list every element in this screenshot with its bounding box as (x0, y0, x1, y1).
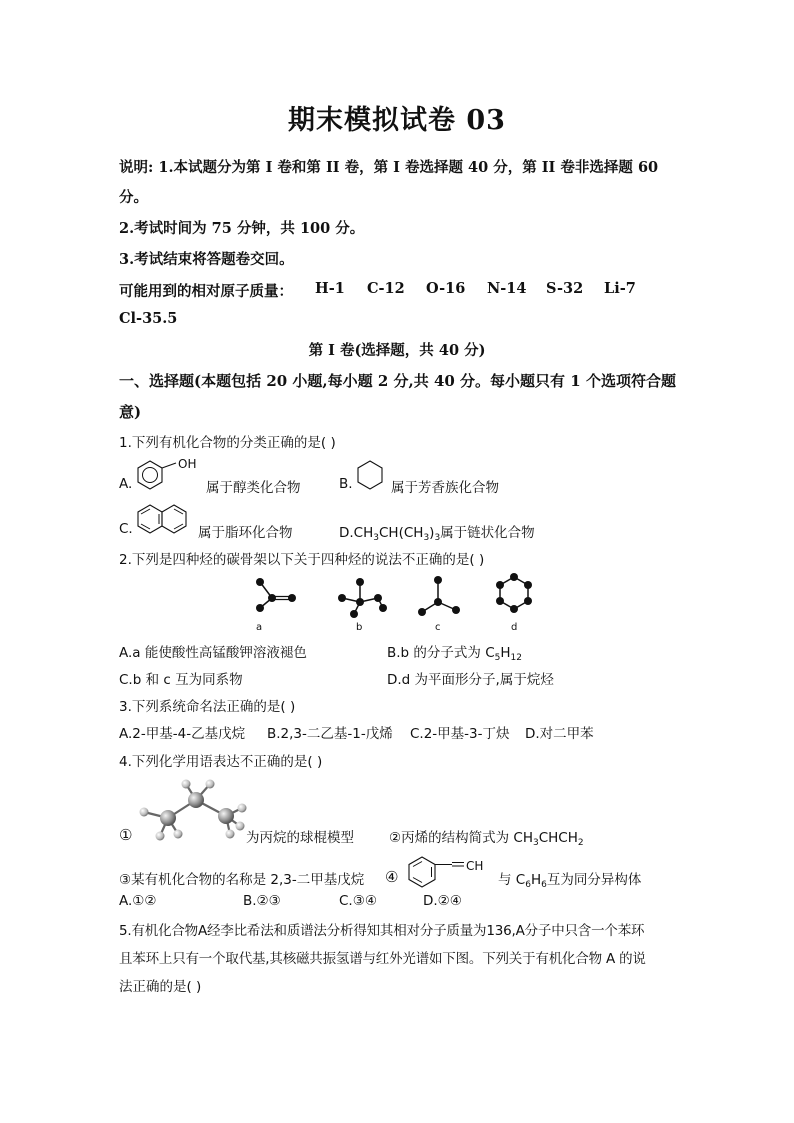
q4-statement-1-num: ① (119, 826, 133, 844)
instruction-line-1-cont: 分。 (119, 189, 148, 206)
q3-option-c: C.2-甲基-3-丁炔 (410, 726, 510, 742)
q1-option-a-label: A. (119, 476, 133, 492)
q4-statement-4-pre: 与 C (498, 872, 526, 888)
atomic-mass-s: S-32 (546, 280, 584, 297)
skeleton-label-d: d (511, 622, 518, 633)
q3-option-b: B.2,3-二乙基-1-戊烯 (267, 726, 393, 742)
atomic-mass-h: H-1 (315, 280, 345, 297)
atomic-mass-c: C-12 (367, 280, 405, 297)
q4-statement-2-sub-2: 2 (577, 838, 584, 848)
q4-statement-4-post: 互为同分异构体 (546, 872, 642, 888)
q1-option-b-label: B. (339, 476, 353, 492)
instruction-line-2: 2.考试时间为 75 分钟，共 100 分。 (119, 220, 365, 237)
q1-stem: 1.下列有机化合物的分类正确的是( ) (119, 435, 336, 451)
q4-option-c: C.③④ (339, 893, 377, 909)
q3-option-a: A.2-甲基-4-乙基戊烷 (119, 726, 246, 742)
q4-statement-2-formula: CHCH (538, 830, 578, 846)
q4-statement-4-num: ④ (385, 868, 399, 886)
q4-statement-4-sub-1: 6 (525, 880, 531, 890)
section-heading: 第 I 卷(选择题，共 40 分) (308, 342, 486, 359)
q3-option-d: D.对二甲苯 (525, 726, 594, 742)
q4-statement-3: ③某有机化合物的名称是 2,3-二甲基戊烷 (119, 872, 365, 888)
q4-statement-2 (389, 826, 584, 846)
skeleton-label-a: a (256, 622, 263, 633)
q5-stem-line-1: 5.有机化合物A经李比希法和质谱法分析得知其相对分子质量为136,A分子中只含一个苯环 (119, 923, 645, 939)
q5-stem-line-3: 法正确的是( ) (119, 979, 202, 995)
page-title: 期末模拟试卷 03 (288, 105, 506, 136)
q4-stem: 4.下列化学用语表达不正确的是( ) (119, 754, 323, 770)
part-heading-line-1: 一、选择题(本题包括 20 小题,每小题 2 分,共 40 分。每小题只有 1 个选项符合题 (119, 372, 676, 390)
instruction-line-3: 3.考试结束将答题卷交回。 (119, 251, 294, 268)
skeleton-a (256, 578, 296, 612)
part-heading-line-2: 意) (119, 403, 142, 421)
skeleton-c (418, 576, 460, 616)
q4-statement-2-text: ②丙烯的结构简式为 CH (389, 830, 533, 846)
q2-option-b-text: B.b 的分子式为 C (387, 645, 495, 661)
q2-stem: 2.下列是四种烃的碳骨架以下关于四种烃的说法不正确的是( ) (119, 552, 485, 568)
styrene-structure-icon (408, 854, 498, 890)
q1-option-d-formula-1: D.CH (339, 525, 374, 541)
cyclohexane-structure-icon (356, 457, 388, 493)
atomic-mass-o: O-16 (426, 280, 466, 297)
atomic-mass-n: N-14 (487, 280, 527, 297)
q4-statement-4-h: H (530, 872, 542, 888)
skeleton-label-b: b (356, 622, 363, 633)
q2-option-b (387, 641, 522, 661)
q2-option-b-sub-2: 12 (510, 653, 522, 663)
q1-option-b-text: 属于芳香族化合物 (391, 480, 499, 496)
propane-ball-stick-model (130, 778, 250, 842)
q2-option-d: D.d 为平面形分子,属于烷烃 (387, 672, 554, 688)
q4-statement-4-ch: CH (466, 859, 484, 873)
atomic-masses-label: 可能用到的相对原子质量： (119, 283, 293, 300)
q4-statement-4-sub-2: 6 (541, 880, 547, 890)
q4-option-a: A.①② (119, 893, 157, 909)
q1-option-a-oh: OH (178, 457, 197, 471)
q3-stem: 3.下列系统命名法正确的是( ) (119, 699, 296, 715)
q1-option-c-text: 属于脂环化合物 (198, 525, 293, 541)
q1-option-d-sub-3: 3 (434, 533, 441, 543)
q4-statement-4-text (498, 868, 641, 888)
q1-option-d-sub-1: 3 (373, 533, 379, 543)
q4-statement-1-text: 为丙烷的球棍模型 (246, 830, 354, 846)
q2-option-c: C.b 和 c 互为同系物 (119, 672, 243, 688)
q1-option-d-formula-2: CH(CH (379, 525, 424, 541)
q1-option-d-sub-2: 3 (423, 533, 430, 543)
q5-stem-line-2: 且苯环上只有一个取代基,其核磁共振氢谱与红外光谱如下图。下列关于有机化合物 A 的说 (119, 951, 646, 967)
instruction-line-1: 说明: 1.本试题分为第 I 卷和第 II 卷，第 I 卷选择题 40 分，第 II 卷非选择题 60 (119, 159, 659, 176)
q1-option-a-text: 属于醇类化合物 (206, 480, 301, 496)
naphthalene-structure-icon (136, 501, 196, 537)
q2-option-b-sub-1: 5 (494, 653, 501, 663)
q2-option-a: A.a 能使酸性高锰酸钾溶液褪色 (119, 645, 307, 661)
skeleton-label-c: c (435, 622, 441, 633)
atomic-mass-cl: Cl-35.5 (119, 310, 178, 327)
q1-option-d: $D.CH_3CH(CH_3)_3$属于链状化合物 (339, 525, 535, 543)
q4-statement-2-sub-1: 3 (532, 838, 539, 848)
skeleton-d (496, 573, 532, 613)
atomic-mass-li: Li-7 (604, 280, 636, 297)
q1-option-c-label: C. (119, 521, 133, 537)
carbon-skeleton-diagrams (250, 574, 550, 624)
q2-option-b-h: H (500, 645, 511, 661)
q4-option-d: D.②④ (423, 893, 462, 909)
q1-option-d-text: 属于链状化合物 (440, 525, 535, 541)
q4-option-b: B.②③ (243, 893, 281, 909)
skeleton-b (338, 578, 387, 618)
